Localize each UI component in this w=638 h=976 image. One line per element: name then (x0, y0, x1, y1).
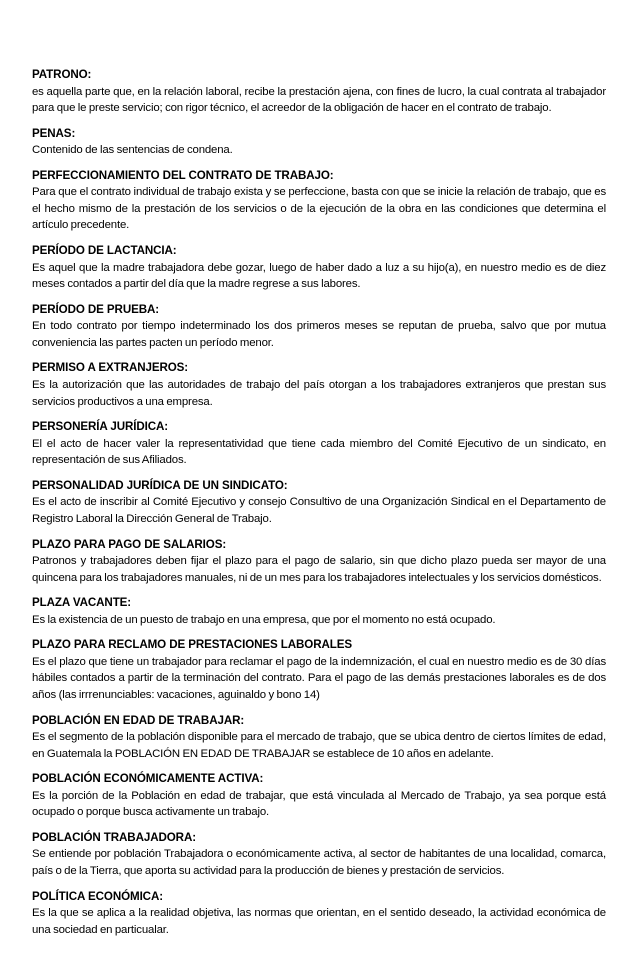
glossary-entry-politica-economica (32, 889, 606, 939)
entry-definition: El el acto de hacer valer la representatividad que tiene cada miembro del Comité Ejecutivo de un sindicato, en representación de sus Afiliados. (32, 437, 606, 467)
entry-term: PLAZO PARA RECLAMO DE PRESTACIONES LABORALES (32, 638, 353, 652)
entry-definition: Es la existencia de un puesto de trabajo en una empresa, que por el momento no está ocupado. (32, 613, 496, 626)
glossary-entry-plaza-vacante (32, 595, 606, 628)
entry-definition: Patronos y trabajadores deben fijar el plazo para el pago de salario, sin que dicho plazo pueda ser mayor de una quincena para los trabajadores manuales, ni de un mes para los trabajadores intelectuales y los servicios domésticos. (32, 555, 606, 584)
glossary-entry-personeria-juridica (32, 419, 606, 469)
entry-term: POBLACIÓN EN EDAD DE TRABAJAR: (32, 713, 245, 727)
glossary-entry-poblacion-trabajadora (32, 830, 606, 880)
entry-term: POLÍTICA ECONÓMICA: (32, 889, 163, 903)
entry-definition: En todo contrato por tiempo indeterminado los dos primeros meses se reputan de prueba, salvo que por mutua conveniencia las partes pacten un período menor. (32, 320, 606, 349)
entry-term: PLAZA VACANTE: (32, 596, 132, 610)
entry-definition: Es el segmento de la población disponible para el mercado de trabajo, que se ubica dentro de ciertos límites de edad, en Guatemala la POBLACIÓN EN EDAD DE TRABAJAR se establece de 10 años en adelante. (32, 731, 606, 760)
entry-term: PERMISO A EXTRANJEROS: (32, 361, 189, 375)
glossary-entry-plazo-pago-salarios (32, 537, 606, 587)
entry-term: PERÍODO DE PRUEBA: (32, 302, 160, 316)
glossary-entry-poblacion-activa (32, 771, 606, 821)
entry-term: PERÍODO DE LACTANCIA: (32, 244, 177, 258)
entry-term: POBLACIÓN TRABAJADORA: (32, 830, 196, 844)
entry-definition: Se entiende por población Trabajadora o económicamente activa, al sector de habitantes de una localidad, comarca, país o de la Tierra, que aporta su actividad para la producción de bienes y prestación de servicios. (32, 848, 606, 878)
glossary-entry-permiso-extranjeros (32, 360, 606, 410)
entry-definition: Es la que se aplica a la realidad objetiva, las normas que orientan, en el sentido deseado, la actividad económica de una sociedad en particualar. (32, 907, 606, 936)
entry-term: PENAS: (32, 126, 76, 140)
entry-term: POBLACIÓN ECONÓMICAMENTE ACTIVA: (32, 772, 264, 786)
entry-definition: es aquella parte que, en la relación laboral, recibe la prestación ajena, con fines de lucro, la cual contrata al trabajador para que le preste servicio; con rigor técnico, el acreedor de la obligación de hacer en el contrato de trabajo. (32, 85, 606, 115)
entry-definition: Es la porción de la Población en edad de trabajar, que está vinculada al Mercado de Trabajo, ya sea porque está ocupado o porque busca activamente un trabajo. (32, 789, 606, 819)
glossary-entry-patrono (32, 67, 606, 117)
entry-term: PERSONALIDAD JURÍDICA DE UN SINDICATO: (32, 478, 288, 492)
entry-term: PERFECCIONAMIENTO DEL CONTRATO DE TRABAJO: (32, 168, 334, 182)
entry-term: PLAZO PARA PAGO DE SALARIOS: (32, 537, 227, 551)
entry-definition: Para que el contrato individual de trabajo exista y se perfeccione, basta con que se inicie la relación de trabajo, que es el hecho mismo de la prestación de los servicios o de la ejecución de la obra en las condiciones que determina el artículo precedente. (32, 186, 606, 232)
glossary-entry-poblacion-edad-trabajar (32, 713, 606, 763)
entry-definition: Es el acto de inscribir al Comité Ejecutivo y consejo Consultivo de una Organización Sindical en el Departamento de Registro Laboral la Dirección General de Trabajo. (32, 496, 606, 525)
entry-term: PATRONO: (32, 68, 92, 81)
glossary-entry-penas (32, 126, 606, 159)
glossary-entry-periodo-prueba (32, 302, 606, 352)
entry-definition: Es la autorización que las autoridades de trabajo del país otorgan a los trabajadores extranjeros que prestan sus servicios productivos a una empresa. (32, 378, 606, 408)
glossary-entry-plazo-reclamo (32, 637, 606, 703)
entry-term: PERSONERÍA JURÍDICA: (32, 420, 169, 434)
entry-definition: Es aquel que la madre trabajadora debe gozar, luego de haber dado a luz a su hijo(a), en nuestro medio es de diez meses contados a partir del día que la madre regrese a sus labores. (32, 261, 606, 291)
glossary-entry-personalidad-juridica (32, 478, 606, 528)
glossary-entry-periodo-lactancia (32, 243, 606, 293)
entry-definition: Es el plazo que tiene un trabajador para reclamar el pago de la indemnización, el cual en nuestro medio es de 30 días hábiles contados a partir de la terminación del contrato. Para el pago de las demás prestaciones laborales es de dos años (las irrrenunciables: vacaciones, aguinaldo y bono 14) (32, 655, 606, 701)
entry-definition: Contenido de las sentencias de condena. (32, 144, 233, 157)
glossary-entry-perfeccionamiento (32, 168, 606, 234)
